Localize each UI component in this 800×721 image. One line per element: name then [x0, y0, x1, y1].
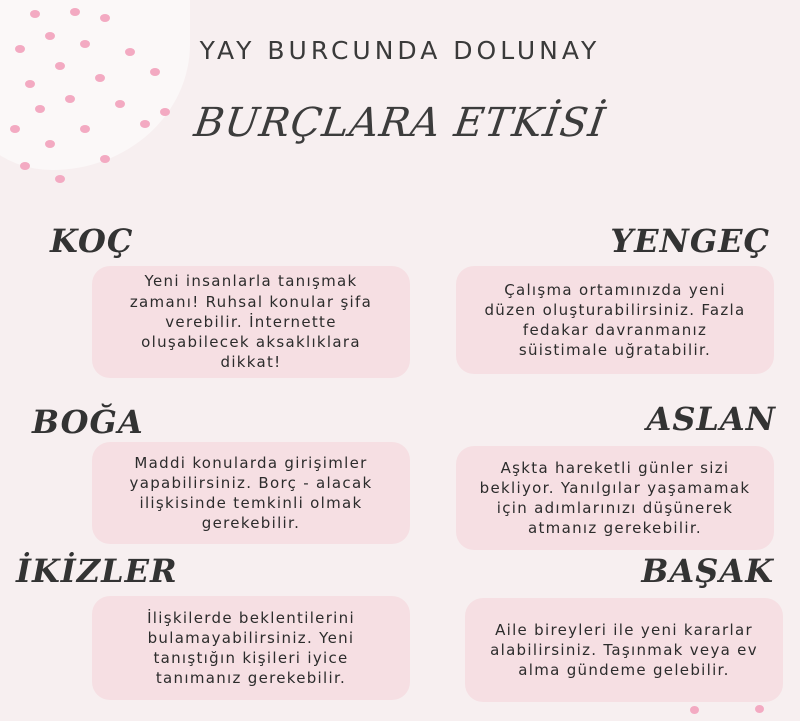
sign-card-aslan [456, 446, 774, 550]
sign-text-boga: Maddi konularda girişimler yapabilirsiniz. Borç - alacak ilişkisinde temkinli olmak gerekebilir. [129, 453, 373, 533]
sign-text-aslan: Aşkta hareketli günler sizi bekliyor. Yanılgılar yaşamamak için adımlarınızı düşünerek atmanız gerekebilir. [479, 458, 751, 538]
sign-name-basak: BAŞAK [641, 552, 774, 590]
sign-name-koc: KOÇ [50, 222, 134, 260]
sign-name-boga: BOĞA [32, 403, 144, 441]
page-subtitle: BURÇLARA ETKİSİ [191, 100, 609, 146]
sign-card-boga [92, 442, 410, 544]
page-title: YAY BURCUNDA DOLUNAY [199, 36, 601, 65]
sign-text-koc: Yeni insanlarla tanışmak zamanı! Ruhsal konular şifa verebilir. İnternette oluşabilecek aksaklıklara dikkat! [129, 272, 373, 372]
sign-text-yengec: Çalışma ortamınızda yeni düzen oluşturabilirsiniz. Fazla fedakar davranmanız süistimale uğratabilir. [484, 280, 746, 360]
sign-card-koc [92, 266, 410, 378]
sign-card-basak [465, 598, 783, 702]
sign-name-yengec: YENGEÇ [610, 222, 770, 260]
sign-text-ikizler: İlişkilerde beklentilerini bulamayabilirsiniz. Yeni tanıştığın kişileri iyice tanımanız gerekebilir. [147, 608, 355, 688]
sign-card-yengec [456, 266, 774, 374]
sign-name-aslan: ASLAN [646, 400, 776, 438]
sign-card-ikizler [92, 596, 410, 700]
sign-name-ikizler: İKİZLER [16, 552, 178, 590]
sign-text-basak: Aile bireyleri ile yeni kararlar alabilirsiniz. Taşınmak veya ev alma gündeme gelebilir. [490, 620, 758, 680]
